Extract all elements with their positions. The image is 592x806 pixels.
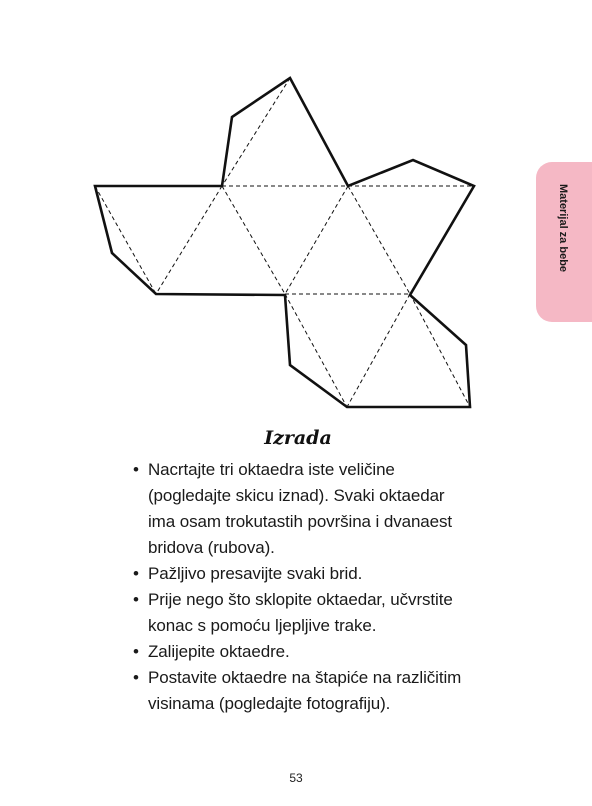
bullet-icon: •	[133, 564, 139, 583]
fold-line	[222, 186, 285, 294]
step-line: visinama (pogledajte fotografiju).	[148, 694, 391, 713]
list-item	[133, 665, 528, 717]
step-line: Pažljivo presavijte svaki brid.	[148, 564, 363, 583]
fold-line	[222, 78, 290, 186]
page-number: 53	[289, 771, 303, 785]
step-line: Postavite oktaedre na štapiće na različitim	[148, 668, 462, 687]
fold-line	[285, 186, 348, 294]
step-line: bridova (rubova).	[148, 538, 275, 557]
fold-line	[410, 294, 470, 407]
step-line: Zalijepite oktaedre.	[148, 642, 290, 661]
bullet-icon: •	[133, 590, 139, 609]
section-heading: Izrada	[264, 427, 332, 449]
bullet-icon: •	[133, 668, 139, 687]
list-item	[133, 457, 528, 561]
net-outline	[95, 78, 474, 407]
fold-lines	[95, 78, 474, 407]
list-item	[133, 639, 528, 665]
step-line: (pogledajte skicu iznad). Svaki oktaedar	[148, 486, 445, 505]
step-line: konac s pomoću ljepljive trake.	[148, 616, 377, 635]
step-line: ima osam trokutastih površina i dvanaest	[148, 512, 453, 531]
section-side-tab	[536, 162, 592, 322]
side-tab-label: Materijal za bebe	[557, 184, 569, 273]
bullet-icon: •	[133, 642, 139, 661]
fold-line	[347, 294, 410, 407]
fold-line	[285, 294, 347, 407]
step-line: Prije nego što sklopite oktaedar, učvrstite	[148, 590, 453, 609]
fold-line	[156, 186, 222, 294]
list-item	[133, 587, 528, 639]
step-line: Nacrtajte tri oktaedra iste veličine	[148, 460, 395, 479]
instructions-list	[133, 457, 528, 717]
list-item	[133, 561, 528, 587]
fold-line	[95, 186, 156, 294]
bullet-icon: •	[133, 460, 139, 479]
fold-line	[348, 186, 410, 294]
